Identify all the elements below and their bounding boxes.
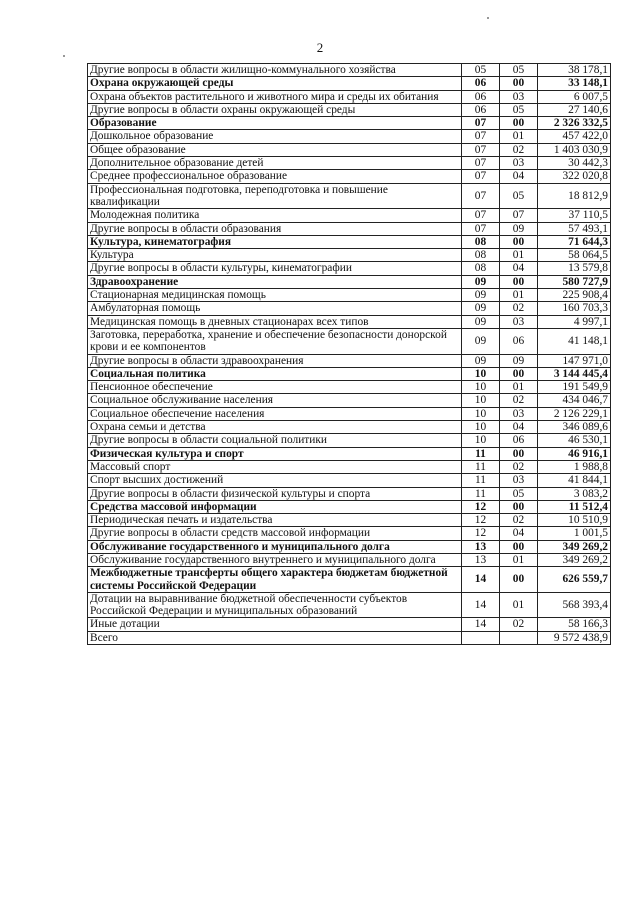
subsection-code-cell: 01 bbox=[500, 592, 538, 618]
subsection-code-cell: 02 bbox=[500, 394, 538, 407]
amount-cell: 27 140,6 bbox=[538, 103, 611, 116]
subsection-code-cell: 04 bbox=[500, 170, 538, 183]
section-code-cell: 07 bbox=[462, 183, 500, 209]
subsection-code-cell: 09 bbox=[500, 222, 538, 235]
subsection-code-cell: 02 bbox=[500, 460, 538, 473]
amount-cell: 58 064,5 bbox=[538, 249, 611, 262]
amount-cell: 18 812,9 bbox=[538, 183, 611, 209]
row-name-cell: Средства массовой информации bbox=[88, 500, 462, 513]
subsection-code-cell: 05 bbox=[500, 487, 538, 500]
section-code-cell: 07 bbox=[462, 209, 500, 222]
scan-speck bbox=[487, 17, 489, 19]
subsection-code-cell: 01 bbox=[500, 289, 538, 302]
row-name-cell: Другие вопросы в области социальной политики bbox=[88, 434, 462, 447]
page-number: 2 bbox=[316, 40, 324, 55]
row-name-cell: Дошкольное образование bbox=[88, 130, 462, 143]
table-row-section bbox=[88, 540, 611, 553]
section-code-cell: 07 bbox=[462, 222, 500, 235]
section-code-cell: 10 bbox=[462, 407, 500, 420]
subsection-code-cell: 00 bbox=[500, 275, 538, 288]
section-code-cell bbox=[462, 631, 500, 644]
row-name-cell: Среднее профессиональное образование bbox=[88, 170, 462, 183]
row-name-cell: Иные дотации bbox=[88, 618, 462, 631]
section-code-cell: 07 bbox=[462, 117, 500, 130]
subsection-code-cell: 07 bbox=[500, 209, 538, 222]
table-row-section bbox=[88, 367, 611, 380]
amount-cell: 6 007,5 bbox=[538, 90, 611, 103]
table-row bbox=[88, 354, 611, 367]
row-name-cell: Амбулаторная помощь bbox=[88, 302, 462, 315]
amount-cell: 346 089,6 bbox=[538, 421, 611, 434]
section-code-cell: 11 bbox=[462, 487, 500, 500]
amount-cell: 46 916,1 bbox=[538, 447, 611, 460]
subsection-code-cell: 00 bbox=[500, 117, 538, 130]
row-name-cell: Охрана объектов растительного и животного мира и среды их обитания bbox=[88, 90, 462, 103]
subsection-code-cell: 00 bbox=[500, 77, 538, 90]
subsection-code-cell: 05 bbox=[500, 64, 538, 77]
row-name-cell: Культура bbox=[88, 249, 462, 262]
amount-cell: 41 844,1 bbox=[538, 474, 611, 487]
subsection-code-cell: 04 bbox=[500, 262, 538, 275]
table-row bbox=[88, 381, 611, 394]
section-code-cell: 14 bbox=[462, 567, 500, 593]
subsection-code-cell: 03 bbox=[500, 90, 538, 103]
table-row bbox=[88, 527, 611, 540]
amount-cell: 147 971,0 bbox=[538, 354, 611, 367]
amount-cell: 349 269,2 bbox=[538, 553, 611, 566]
section-code-cell: 09 bbox=[462, 289, 500, 302]
table-row bbox=[88, 421, 611, 434]
amount-cell: 1 403 030,9 bbox=[538, 143, 611, 156]
row-name-cell: Культура, кинематография bbox=[88, 235, 462, 248]
subsection-code-cell bbox=[500, 631, 538, 644]
amount-cell: 3 144 445,4 bbox=[538, 367, 611, 380]
amount-cell: 11 512,4 bbox=[538, 500, 611, 513]
table-row bbox=[88, 143, 611, 156]
row-name-cell: Социальная политика bbox=[88, 367, 462, 380]
subsection-code-cell: 09 bbox=[500, 354, 538, 367]
row-name-cell: Физическая культура и спорт bbox=[88, 447, 462, 460]
table-row bbox=[88, 157, 611, 170]
table-row bbox=[88, 487, 611, 500]
row-name-cell: Периодическая печать и издательства bbox=[88, 514, 462, 527]
amount-cell: 33 148,1 bbox=[538, 77, 611, 90]
section-code-cell: 09 bbox=[462, 315, 500, 328]
amount-cell: 434 046,7 bbox=[538, 394, 611, 407]
table-row bbox=[88, 315, 611, 328]
table-row bbox=[88, 474, 611, 487]
subsection-code-cell: 01 bbox=[500, 249, 538, 262]
table-row bbox=[88, 90, 611, 103]
section-code-cell: 06 bbox=[462, 103, 500, 116]
row-name-cell: Заготовка, переработка, хранение и обеспечение безопасности донорской крови и ее компонентов bbox=[88, 328, 462, 354]
amount-cell: 71 644,3 bbox=[538, 235, 611, 248]
section-code-cell: 12 bbox=[462, 527, 500, 540]
section-code-cell: 10 bbox=[462, 421, 500, 434]
table-row bbox=[88, 289, 611, 302]
row-name-cell: Социальное обеспечение населения bbox=[88, 407, 462, 420]
table-row bbox=[88, 460, 611, 473]
section-code-cell: 08 bbox=[462, 235, 500, 248]
table-row bbox=[88, 170, 611, 183]
amount-cell: 9 572 438,9 bbox=[538, 631, 611, 644]
section-code-cell: 10 bbox=[462, 367, 500, 380]
subsection-code-cell: 05 bbox=[500, 103, 538, 116]
subsection-code-cell: 03 bbox=[500, 407, 538, 420]
amount-cell: 322 020,8 bbox=[538, 170, 611, 183]
row-name-cell: Спорт высших достижений bbox=[88, 474, 462, 487]
table-row-section bbox=[88, 567, 611, 593]
section-code-cell: 05 bbox=[462, 64, 500, 77]
section-code-cell: 06 bbox=[462, 77, 500, 90]
subsection-code-cell: 00 bbox=[500, 500, 538, 513]
amount-cell: 10 510,9 bbox=[538, 514, 611, 527]
amount-cell: 1 988,8 bbox=[538, 460, 611, 473]
row-name-cell: Молодежная политика bbox=[88, 209, 462, 222]
amount-cell: 3 083,2 bbox=[538, 487, 611, 500]
row-name-cell: Общее образование bbox=[88, 143, 462, 156]
table-row bbox=[88, 434, 611, 447]
row-name-cell: Массовый спорт bbox=[88, 460, 462, 473]
amount-cell: 58 166,3 bbox=[538, 618, 611, 631]
amount-cell: 2 326 332,5 bbox=[538, 117, 611, 130]
amount-cell: 349 269,2 bbox=[538, 540, 611, 553]
subsection-code-cell: 03 bbox=[500, 474, 538, 487]
table-row bbox=[88, 130, 611, 143]
table-row-section bbox=[88, 500, 611, 513]
section-code-cell: 09 bbox=[462, 354, 500, 367]
row-name-cell: Образование bbox=[88, 117, 462, 130]
table-row bbox=[88, 394, 611, 407]
amount-cell: 191 549,9 bbox=[538, 381, 611, 394]
table-row-section bbox=[88, 117, 611, 130]
section-code-cell: 07 bbox=[462, 170, 500, 183]
row-name-cell: Стационарная медицинская помощь bbox=[88, 289, 462, 302]
amount-cell: 4 997,1 bbox=[538, 315, 611, 328]
amount-cell: 1 001,5 bbox=[538, 527, 611, 540]
row-name-cell: Медицинская помощь в дневных стационарах всех типов bbox=[88, 315, 462, 328]
section-code-cell: 09 bbox=[462, 302, 500, 315]
table-row bbox=[88, 407, 611, 420]
amount-cell: 2 126 229,1 bbox=[538, 407, 611, 420]
table-row bbox=[88, 183, 611, 209]
row-name-cell: Межбюджетные трансферты общего характера бюджетам бюджетной системы Российской Федерации bbox=[88, 567, 462, 593]
table-row bbox=[88, 262, 611, 275]
row-name-cell: Профессиональная подготовка, переподготовка и повышение квалификации bbox=[88, 183, 462, 209]
subsection-code-cell: 00 bbox=[500, 235, 538, 248]
amount-cell: 37 110,5 bbox=[538, 209, 611, 222]
row-name-cell: Охрана окружающей среды bbox=[88, 77, 462, 90]
section-code-cell: 09 bbox=[462, 328, 500, 354]
subsection-code-cell: 04 bbox=[500, 527, 538, 540]
table-row bbox=[88, 222, 611, 235]
row-name-cell: Пенсионное обеспечение bbox=[88, 381, 462, 394]
subsection-code-cell: 02 bbox=[500, 618, 538, 631]
subsection-code-cell: 01 bbox=[500, 553, 538, 566]
row-name-cell: Охрана семьи и детства bbox=[88, 421, 462, 434]
row-name-cell: Дотации на выравнивание бюджетной обеспеченности субъектов Российской Федерации и муниципальных образований bbox=[88, 592, 462, 618]
section-code-cell: 07 bbox=[462, 130, 500, 143]
amount-cell: 580 727,9 bbox=[538, 275, 611, 288]
section-code-cell: 08 bbox=[462, 249, 500, 262]
subsection-code-cell: 02 bbox=[500, 302, 538, 315]
subsection-code-cell: 05 bbox=[500, 183, 538, 209]
amount-cell: 457 422,0 bbox=[538, 130, 611, 143]
section-code-cell: 09 bbox=[462, 275, 500, 288]
amount-cell: 626 559,7 bbox=[538, 567, 611, 593]
table-row-section bbox=[88, 447, 611, 460]
table-row bbox=[88, 553, 611, 566]
table-row bbox=[88, 618, 611, 631]
amount-cell: 160 703,3 bbox=[538, 302, 611, 315]
row-name-cell: Другие вопросы в области культуры, кинематографии bbox=[88, 262, 462, 275]
budget-table-body bbox=[88, 64, 611, 645]
table-row bbox=[88, 328, 611, 354]
table-row bbox=[88, 249, 611, 262]
amount-cell: 568 393,4 bbox=[538, 592, 611, 618]
section-code-cell: 11 bbox=[462, 460, 500, 473]
table-row bbox=[88, 209, 611, 222]
section-code-cell: 13 bbox=[462, 553, 500, 566]
table-row bbox=[88, 631, 611, 644]
table-row-section bbox=[88, 77, 611, 90]
row-name-cell: Обслуживание государственного и муниципального долга bbox=[88, 540, 462, 553]
table-row bbox=[88, 514, 611, 527]
amount-cell: 46 530,1 bbox=[538, 434, 611, 447]
section-code-cell: 07 bbox=[462, 143, 500, 156]
subsection-code-cell: 01 bbox=[500, 130, 538, 143]
row-name-cell: Другие вопросы в области физической культуры и спорта bbox=[88, 487, 462, 500]
row-name-cell: Обслуживание государственного внутреннего и муниципального долга bbox=[88, 553, 462, 566]
subsection-code-cell: 00 bbox=[500, 367, 538, 380]
row-name-cell: Всего bbox=[88, 631, 462, 644]
subsection-code-cell: 02 bbox=[500, 514, 538, 527]
subsection-code-cell: 00 bbox=[500, 540, 538, 553]
subsection-code-cell: 00 bbox=[500, 447, 538, 460]
row-name-cell: Другие вопросы в области образования bbox=[88, 222, 462, 235]
table-row bbox=[88, 302, 611, 315]
row-name-cell: Дополнительное образование детей bbox=[88, 157, 462, 170]
subsection-code-cell: 06 bbox=[500, 328, 538, 354]
section-code-cell: 13 bbox=[462, 540, 500, 553]
amount-cell: 30 442,3 bbox=[538, 157, 611, 170]
table-row bbox=[88, 592, 611, 618]
section-code-cell: 10 bbox=[462, 394, 500, 407]
section-code-cell: 14 bbox=[462, 618, 500, 631]
section-code-cell: 12 bbox=[462, 500, 500, 513]
row-name-cell: Здравоохранение bbox=[88, 275, 462, 288]
row-name-cell: Другие вопросы в области охраны окружающей среды bbox=[88, 103, 462, 116]
amount-cell: 38 178,1 bbox=[538, 64, 611, 77]
subsection-code-cell: 03 bbox=[500, 315, 538, 328]
subsection-code-cell: 04 bbox=[500, 421, 538, 434]
table-row-section bbox=[88, 275, 611, 288]
section-code-cell: 08 bbox=[462, 262, 500, 275]
table-row-section bbox=[88, 235, 611, 248]
row-name-cell: Другие вопросы в области средств массовой информации bbox=[88, 527, 462, 540]
section-code-cell: 12 bbox=[462, 514, 500, 527]
row-name-cell: Другие вопросы в области здравоохранения bbox=[88, 354, 462, 367]
section-code-cell: 14 bbox=[462, 592, 500, 618]
amount-cell: 13 579,8 bbox=[538, 262, 611, 275]
row-name-cell: Другие вопросы в области жилищно-коммунального хозяйства bbox=[88, 64, 462, 77]
subsection-code-cell: 03 bbox=[500, 157, 538, 170]
amount-cell: 225 908,4 bbox=[538, 289, 611, 302]
row-name-cell: Социальное обслуживание населения bbox=[88, 394, 462, 407]
subsection-code-cell: 01 bbox=[500, 381, 538, 394]
table-row bbox=[88, 64, 611, 77]
amount-cell: 57 493,1 bbox=[538, 222, 611, 235]
subsection-code-cell: 02 bbox=[500, 143, 538, 156]
section-code-cell: 10 bbox=[462, 381, 500, 394]
subsection-code-cell: 00 bbox=[500, 567, 538, 593]
table-row bbox=[88, 103, 611, 116]
section-code-cell: 06 bbox=[462, 90, 500, 103]
section-code-cell: 07 bbox=[462, 157, 500, 170]
amount-cell: 41 148,1 bbox=[538, 328, 611, 354]
section-code-cell: 10 bbox=[462, 434, 500, 447]
subsection-code-cell: 06 bbox=[500, 434, 538, 447]
section-code-cell: 11 bbox=[462, 474, 500, 487]
budget-table bbox=[87, 63, 611, 645]
section-code-cell: 11 bbox=[462, 447, 500, 460]
